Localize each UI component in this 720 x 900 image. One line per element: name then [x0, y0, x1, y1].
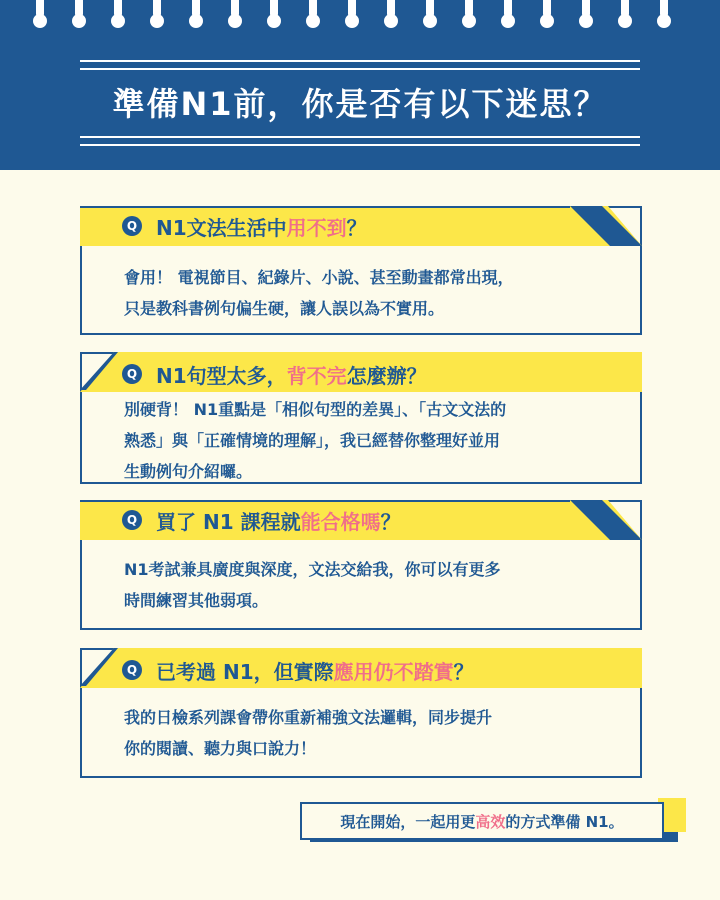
page-title: 準備N1前，你是否有以下迷思？ [112, 85, 608, 123]
ring-icon [660, 0, 668, 17]
ring-icon [114, 0, 122, 17]
qa-card [80, 206, 642, 335]
question-icon: Q [122, 660, 142, 680]
question-bar [122, 356, 427, 392]
ring-icon [426, 0, 434, 17]
footer-callout [300, 802, 664, 840]
question-bar [122, 652, 474, 688]
ring-icon [231, 0, 239, 17]
divider [80, 68, 640, 70]
divider [80, 144, 640, 146]
ring-icon [75, 0, 83, 17]
question-text: N1文法生活中用不到？ [156, 215, 367, 240]
ring-icon [621, 0, 629, 17]
header-banner [0, 0, 720, 170]
qa-card [80, 648, 642, 778]
notebook-rings [0, 0, 720, 32]
ring-icon [36, 0, 44, 17]
ring-icon [153, 0, 161, 17]
footer-text: 現在開始，一起用更 [340, 812, 476, 831]
ring-icon [543, 0, 551, 17]
divider [80, 60, 640, 62]
footer-highlight: 高效 [475, 812, 506, 831]
ring-icon [465, 0, 473, 17]
answer-text: 會用！ 電視節目、紀錄片、小說、甚至動畫都常出現， 只是教科書例句偏生硬，讓人誤以為不實用。 [124, 268, 514, 318]
ring-icon [309, 0, 317, 17]
ring-icon [387, 0, 395, 17]
ring-icon [582, 0, 590, 17]
ring-icon [504, 0, 512, 17]
question-bar [122, 502, 401, 538]
question-icon: Q [122, 510, 142, 530]
ring-icon [270, 0, 278, 17]
footer-text-end: 的方式準備 N1。 [505, 812, 624, 831]
ring-icon [348, 0, 356, 17]
answer-text: N1考試兼具廣度與深度，文法交給我，你可以有更多 時間練習其他弱項。 [124, 560, 501, 610]
question-text: N1句型太多，背不完怎麼辦？ [156, 363, 427, 388]
question-text: 買了 N1 課程就能合格嗎？ [156, 509, 401, 534]
question-icon: Q [122, 216, 142, 236]
answer-text: 我的日檢系列課會帶你重新補強文法邏輯，同步提升 你的閱讀、聽力與口說力！ [124, 708, 493, 758]
qa-card [80, 352, 642, 484]
qa-card [80, 500, 642, 630]
answer-text: 別硬背！ N1重點是「相似句型的差異」、「古文文法的 熟悉」與「正確情境的理解」，我已經替你整理好並用 生動例句介紹囉。 [124, 400, 507, 481]
ring-icon [192, 0, 200, 17]
divider [80, 136, 640, 138]
question-icon: Q [122, 364, 142, 384]
question-bar [122, 208, 367, 244]
question-text: 已考過 N1，但實際應用仍不踏實？ [156, 659, 474, 684]
